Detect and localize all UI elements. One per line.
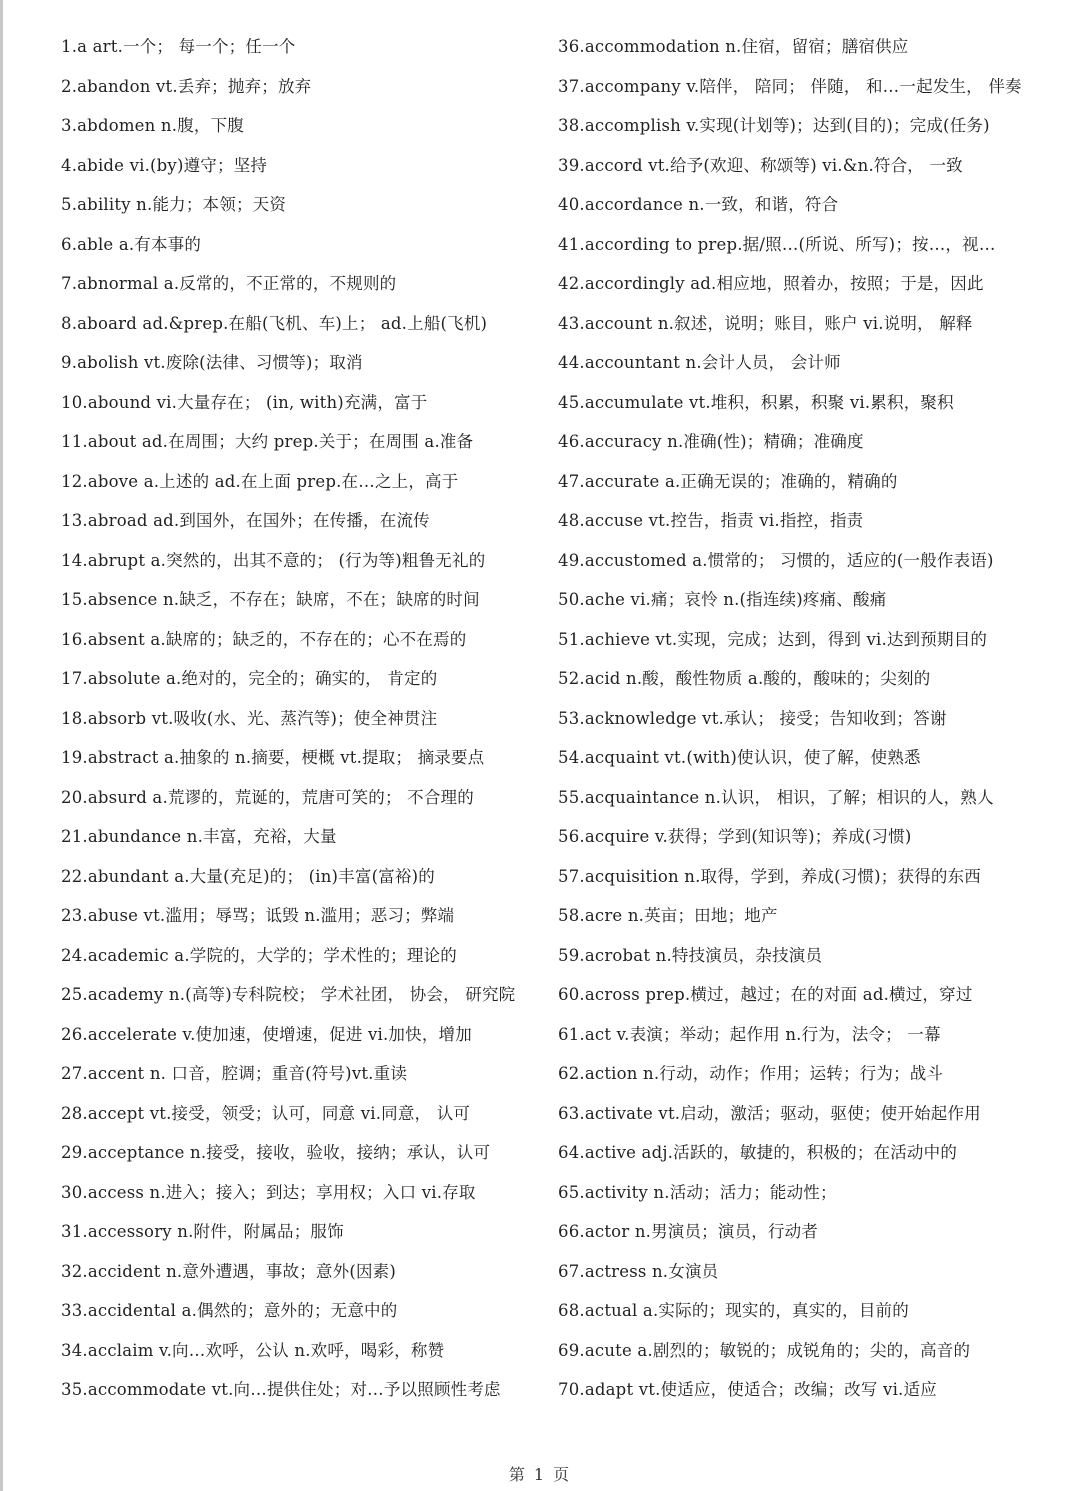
vocab-entry: 40.accordance n.一致，和谐，符合 [558, 195, 839, 214]
vocab-entry: 24.academic a.学院的，大学的；学术性的；理论的 [61, 945, 457, 965]
vocab-entry: 68.actual a.实际的；现实的，真实的，目前的 [558, 1301, 909, 1320]
vocab-entry: 63.activate vt.启动，激活；驱动，驱使；使开始起作用 [558, 1103, 981, 1123]
vocab-entry: 69.acute a.剧烈的；敏锐的；成锐角的；尖的，高音的 [558, 1340, 971, 1360]
vocab-entry: 35.accommodate vt.向…提供住处；对…予以照顾性考虑 [61, 1380, 501, 1399]
vocab-entry: 57.acquisition n.取得，学到，养成(习惯)；获得的东西 [558, 866, 981, 886]
vocab-entry: 10.abound vi.大量存在； (in, with)充满，富于 [61, 392, 428, 412]
vocab-entry: 25.academy n.(高等)专科院校； 学术社团， 协会， 研究院 [61, 985, 516, 1004]
page-edge-divider [0, 0, 3, 1491]
vocab-entry: 59.acrobat n.特技演员，杂技演员 [558, 945, 823, 965]
vocab-entry: 4.abide vi.(by)遵守；坚持 [61, 155, 268, 175]
vocab-entry: 13.abroad ad.到国外，在国外；在传播，在流传 [61, 511, 430, 530]
vocab-entry: 61.act v.表演；举动；起作用 n.行为，法令； 一幕 [558, 1024, 941, 1044]
vocab-entry: 43.account n.叙述，说明；账目，账户 vi.说明， 解释 [558, 313, 973, 333]
vocab-entry: 46.accuracy n.准确(性)；精确；准确度 [558, 432, 864, 451]
vocab-entry: 7.abnormal a.反常的，不正常的，不规则的 [61, 274, 397, 293]
vocab-entry: 70.adapt vt.使适应，使适合；改编；改写 vi.适应 [558, 1380, 937, 1399]
vocab-entry: 64.active adj.活跃的，敏捷的，积极的；在活动中的 [558, 1143, 958, 1162]
vocab-entry: 33.accidental a.偶然的；意外的；无意中的 [61, 1301, 398, 1320]
vocab-entry: 52.acid n.酸，酸性物质 a.酸的，酸味的；尖刻的 [558, 669, 931, 688]
vocab-entry: 45.accumulate vt.堆积，积累，积聚 vi.累积，聚积 [558, 392, 954, 412]
vocab-entry: 65.activity n.活动；活力；能动性； [558, 1182, 837, 1202]
vocab-entry: 55.acquaintance n.认识， 相识，了解；相识的人，熟人 [558, 787, 994, 807]
vocab-entry: 31.accessory n.附件，附属品；服饰 [61, 1222, 344, 1241]
vocab-entry: 18.absorb vt.吸收(水、光、蒸汽等)；使全神贯注 [61, 708, 438, 728]
vocab-entry: 16.absent a.缺席的；缺乏的，不存在的；心不在焉的 [61, 629, 467, 649]
left-column-word-list [61, 27, 531, 1410]
vocab-entry: 50.ache vi.痛；哀怜 n.(指连续)疼痛、酸痛 [558, 590, 887, 609]
vocab-entry: 54.acquaint vt.(with)使认识，使了解，使熟悉 [558, 748, 921, 767]
vocab-entry: 62.action n.行动，动作；作用；运转；行为；战斗 [558, 1064, 944, 1083]
vocab-entry: 60.across prep.横过，越过；在的对面 ad.横过，穿过 [558, 985, 973, 1004]
vocab-entry: 11.about ad.在周围；大约 prep.关于；在周围 a.准备 [61, 432, 474, 451]
vocab-entry: 8.aboard ad.&prep.在船(飞机、车)上； ad.上船(飞机) [61, 313, 488, 333]
vocab-entry: 26.accelerate v.使加速，使增速，促进 vi.加快，增加 [61, 1024, 472, 1044]
vocab-entry: 29.acceptance n.接受，接收，验收，接纳；承认，认可 [61, 1143, 491, 1162]
vocab-entry: 22.abundant a.大量(充足)的； (in)丰富(富裕)的 [61, 866, 435, 886]
vocab-entry: 20.absurd a.荒谬的，荒诞的，荒唐可笑的； 不合理的 [61, 787, 474, 807]
vocab-entry: 6.able a.有本事的 [61, 234, 202, 254]
vocab-entry: 28.accept vt.接受，领受；认可，同意 vi.同意， 认可 [61, 1103, 471, 1123]
vocab-entry: 36.accommodation n.住宿，留宿；膳宿供应 [558, 37, 909, 56]
vocab-entry: 49.accustomed a.惯常的； 习惯的，适应的(一般作表语) [558, 550, 994, 570]
vocab-entry: 42.accordingly ad.相应地，照着办，按照；于是，因此 [558, 274, 984, 293]
vocab-entry: 5.ability n.能力；本领；天资 [61, 195, 287, 214]
vocab-entry: 14.abrupt a.突然的，出其不意的； (行为等)粗鲁无礼的 [61, 550, 486, 570]
vocab-entry: 12.above a.上述的 ad.在上面 prep.在…之上，高于 [61, 471, 459, 491]
vocab-entry: 34.acclaim v.向…欢呼，公认 n.欢呼，喝彩，称赞 [61, 1340, 445, 1360]
vocab-entry: 38.accomplish v.实现(计划等)；达到(目的)；完成(任务) [558, 116, 990, 135]
vocab-entry: 17.absolute a.绝对的，完全的；确实的， 肯定的 [61, 669, 438, 688]
vocab-entry: 32.accident n.意外遭遇，事故；意外(因素) [61, 1261, 397, 1281]
vocab-entry: 47.accurate a.正确无误的；准确的，精确的 [558, 471, 898, 491]
vocab-entry: 2.abandon vt.丢弃；抛弃；放弃 [61, 76, 312, 96]
vocab-entry: 3.abdomen n.腹，下腹 [61, 116, 244, 135]
vocab-entry: 56.acquire v.获得；学到(知识等)；养成(习惯) [558, 827, 912, 846]
vocab-entry: 58.acre n.英亩；田地；地产 [558, 906, 778, 925]
vocab-entry: 30.access n.进入；接入；到达；享用权；入口 vi.存取 [61, 1182, 476, 1202]
vocab-entry: 41.according to prep.据/照…(所说、所写)；按…，视… [558, 234, 996, 254]
vocab-entry: 66.actor n.男演员；演员，行动者 [558, 1222, 819, 1241]
vocab-entry: 48.accuse vt.控告，指责 vi.指控，指责 [558, 511, 864, 530]
vocab-entry: 53.acknowledge vt.承认； 接受；告知收到；答谢 [558, 708, 947, 728]
right-column-word-list [558, 27, 1058, 1410]
vocab-entry: 39.accord vt.给予(欢迎、称颂等) vi.&n.符合， 一致 [558, 155, 963, 175]
vocab-entry: 37.accompany v.陪伴， 陪同； 伴随， 和…一起发生， 伴奏 [558, 76, 1022, 96]
vocab-entry: 1.a art.一个； 每一个；任一个 [61, 37, 296, 56]
page-number: 第 1 页 [508, 1465, 572, 1484]
vocab-entry: 67.actress n.女演员 [558, 1261, 719, 1281]
vocab-entry: 9.abolish vt.废除(法律、习惯等)；取消 [61, 353, 363, 372]
vocab-entry: 51.achieve vt.实现，完成；达到，得到 vi.达到预期目的 [558, 629, 988, 649]
vocab-entry: 27.accent n. 口音，腔调；重音(符号)vt.重读 [61, 1064, 408, 1083]
vocab-entry: 23.abuse vt.滥用；辱骂；诋毁 n.滥用；恶习；弊端 [61, 906, 455, 925]
vocab-entry: 21.abundance n.丰富，充裕，大量 [61, 827, 337, 846]
vocab-entry: 15.absence n.缺乏，不存在；缺席，不在；缺席的时间 [61, 590, 480, 609]
vocab-entry: 19.abstract a.抽象的 n.摘要，梗概 vt.提取； 摘录要点 [61, 748, 485, 767]
vocab-entry: 44.accountant n.会计人员， 会计师 [558, 353, 841, 372]
